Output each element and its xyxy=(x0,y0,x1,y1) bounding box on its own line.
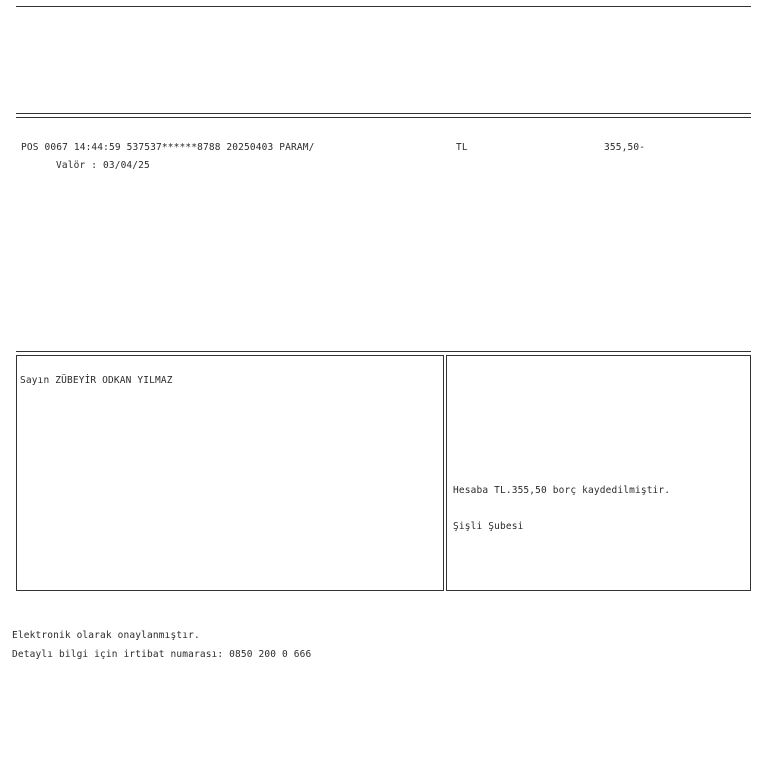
branch-name: Şişli Şubesi xyxy=(453,521,524,532)
footer-contact-text: Detaylı bilgi için irtibat numarası: 0850 200 0 666 xyxy=(12,649,312,660)
customer-box xyxy=(16,355,444,591)
transaction-value-date: Valör : 03/04/25 xyxy=(56,160,150,171)
customer-greeting: Sayın ZÜBEYİR ODKAN YILMAZ xyxy=(20,375,173,386)
footer-approval-text: Elektronik olarak onaylanmıştır. xyxy=(12,630,200,641)
notice-box xyxy=(446,355,751,591)
transaction-amount: 355,50- xyxy=(604,142,646,153)
transaction-pos-line: POS 0067 14:44:59 537537******8788 20250403 PARAM/ xyxy=(21,142,315,153)
section-divider-top xyxy=(16,113,751,114)
top-border-line xyxy=(16,6,751,7)
section-divider-top-inner xyxy=(16,117,751,118)
debit-notice-text: Hesaba TL.355,50 borç kaydedilmiştir. xyxy=(453,485,671,496)
transaction-currency: TL xyxy=(456,142,468,153)
section-divider-middle xyxy=(16,351,751,352)
